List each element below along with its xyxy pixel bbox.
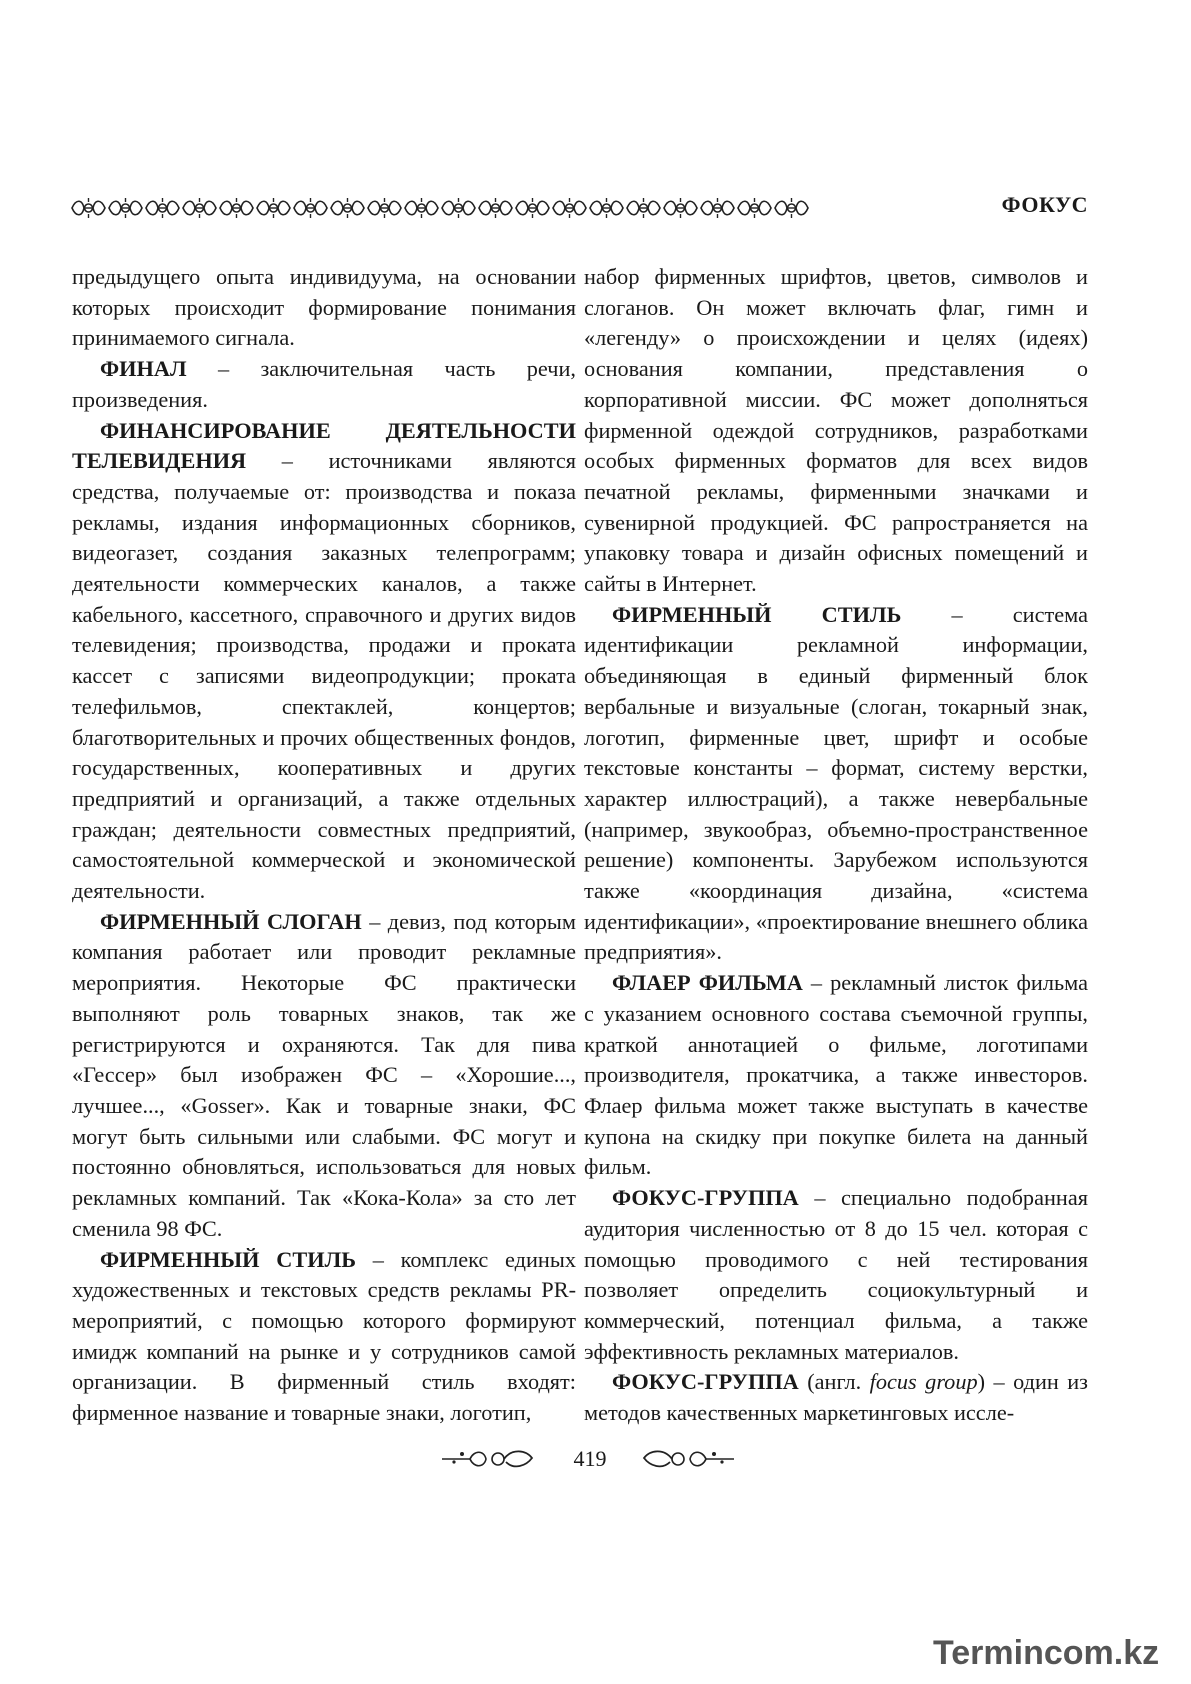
right-column: [584, 262, 1088, 1429]
entry-corporate-style-2: ФИРМЕННЫЙ СТИЛЬ – система идентификации рекламной информации, объединяющая в единый фирменный блок вербальные и визуальные (слоган, токарный знак, логотип, фирменные цвет, шрифт и особые текстовые константы – формат, систему верстки, характер иллюстраций), а также невербальные (например, звукообраз, объемно-пространственное решение) компоненты. Зарубежом используются также «координация дизайна, «система идентификации», «проектирование внешнего облика предприятия».: [584, 601, 1088, 965]
entry-term: ФОКУС-ГРУППА: [612, 1185, 799, 1211]
entry-term: ФИРМЕННЫЙ СЛОГАН: [100, 908, 362, 934]
entry-corporate-slogan: ФИРМЕННЫЙ СЛОГАН – девиз, под которым компания работает или проводит рекламные мероприятия. Некоторые ФС практически выполняют роль товарных знаков, так же регистрируются и охраняются. Так для пива «Гессер» был изображен ФС – «Хорошие..., лучшее..., «Gosser». Как и товарные знаки, ФС могут быть сильными или слабыми. ФС могут и постоянно обновляться, использоваться для новых рекламных компаний. Так «Кока-Кола» за сто лет сменила 98 ФС.: [72, 908, 577, 1241]
page-header: [70, 192, 1088, 228]
running-head: ФОКУС: [1001, 192, 1088, 217]
entry-term: ФИРМЕННЫЙ СТИЛЬ: [612, 601, 902, 627]
entry-term: ФИНАЛ: [100, 356, 187, 382]
ornament-band-icon: [70, 196, 810, 220]
footer-ornament-left-icon: [440, 1444, 540, 1474]
entry-final: ФИНАЛ – заключительная часть речи, произведения.: [72, 356, 576, 412]
termincom-logo: [933, 1628, 1163, 1674]
entry-corporate-style-1: ФИРМЕННЫЙ СТИЛЬ – комплекс единых художественных и текстовых средств рекламы PR-мероприятий, с помощью которого формируют имидж компаний на рынке и у сотрудников самой организации. В фирменный стиль входят: фирменное название и товарные знаки, логотип,: [72, 1246, 576, 1426]
entry-term: ФИНАНСИРОВАНИЕ ДЕЯТЕЛЬНОСТИ ТЕЛЕВИДЕНИЯ: [72, 417, 576, 474]
logo-text: Termincom.kz: [933, 1634, 1160, 1672]
entry-focus-group-1: ФОКУС-ГРУППА – специально подобранная аудитория численностью от 8 до 15 чел. которая с помощью проводимого с ней тестирования позволяет определить социокультурный и коммерческий, потенциал фильма, а также эффективность рекламных материалов.: [584, 1185, 1088, 1364]
paragraph: набор фирменных шрифтов, цветов, символов и слоганов. Он может включать флаг, гимн и «легенду» о происхождении и целях (идеях) основания компании, представления о корпоративной миссии. ФС может дополняться фирменной одеждой сотрудников, разработками особых фирменных форматов для всех видов печатной рекламы, фирменными значками и сувенирной продукцией. ФС рапространяется на упаковку товара и дизайн офисных помещений и сайты в Интернет.: [584, 264, 1088, 597]
footer-ornament-right-icon: [636, 1444, 736, 1474]
entry-term: ФЛАЕР ФИЛЬМА: [612, 970, 803, 996]
left-column: [72, 262, 576, 1429]
paragraph: предыдущего опыта индивидуума, на основании которых происходит формирование понимания принимаемого сигнала.: [72, 264, 576, 351]
entry-focus-group-2: ФОКУС-ГРУППА (англ. focus group) – один из методов качественных маркетинговых иссле-: [584, 1369, 1088, 1426]
entry-term: ФИРМЕННЫЙ СТИЛЬ: [100, 1246, 356, 1272]
page-number: 419: [573, 1446, 607, 1471]
entry-term: ФОКУС-ГРУППА: [612, 1369, 799, 1395]
entry-film-flyer: ФЛАЕР ФИЛЬМА – рекламный листок фильма с указанием основного состава съемочной группы, краткой аннотацией о фильме, логотипами производителя, прокатчика, а также инвесторов. Флаер фильма может также выступать в качестве купона на скидку при покупке билета на данный фильм.: [584, 970, 1088, 1180]
page-footer: [0, 1444, 1191, 1480]
entry-financing-tv: ФИНАНСИРОВАНИЕ ДЕЯТЕЛЬНОСТИ ТЕЛЕВИДЕНИЯ – источниками являются средства, получаемые от: производства и показа рекламы, издания информационных сборников, видеогазет, создания заказных телепрограмм; деятельности коммерческих каналов, а также кабельного, кассетного, справочного и других видов телевидения; производства, продажи и проката кассет с записями видеопродукции; проката телефильмов, спектаклей, концертов; благотворительных и прочих общественных фондов, государственных, кооперативных и других предприятий и организаций, а также отдельных граждан; деятельности совместных предприятий, самостоятельной коммерческой и экономической деятельности.: [72, 417, 576, 904]
